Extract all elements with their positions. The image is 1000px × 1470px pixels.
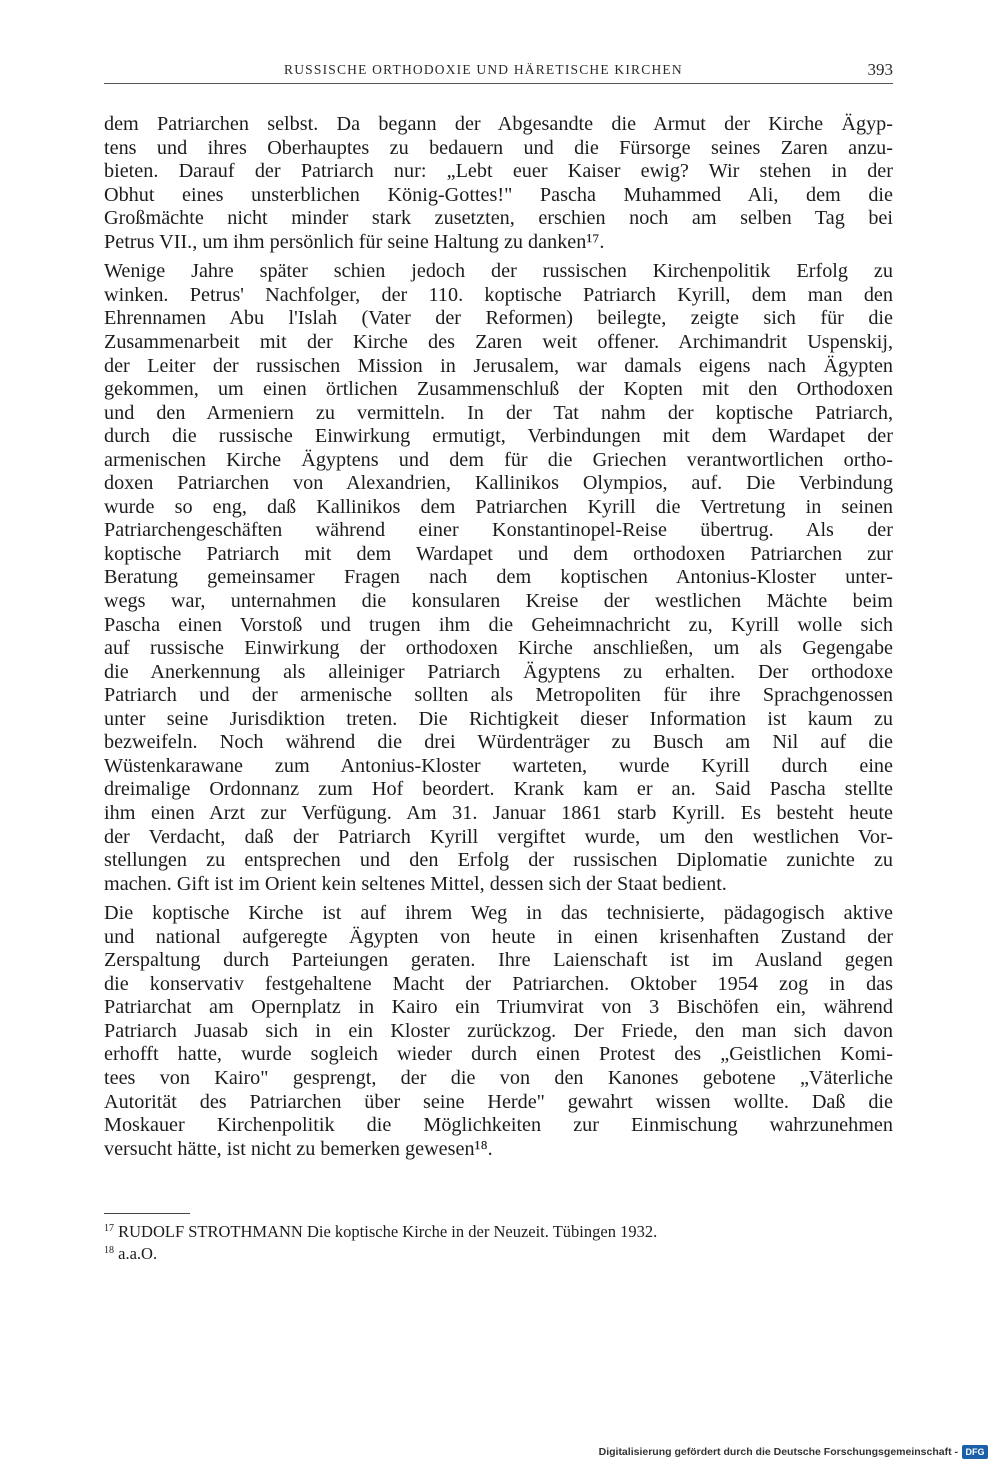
- text-line: und den Armeniern zu vermitteln. In der Tat nahm der koptische Patriarch,: [104, 401, 893, 424]
- text-line: Zusammenarbeit mit der Kirche des Zaren weit offener. Archimandrit Uspenskij,: [104, 330, 893, 353]
- text-line: gekommen, um einen örtlichen Zusammenschluß der Kopten mit den Orthodoxen: [104, 378, 893, 401]
- text-line: Moskauer Kirchenpolitik die Möglichkeiten zur Einmischung wahrzunehmen: [104, 1114, 893, 1137]
- text-line: erhofft hatte, wurde sogleich wieder durch einen Protest des „Geistlichen Komi-: [104, 1043, 893, 1066]
- text-line: ihm einen Arzt zur Verfügung. Am 31. Januar 1861 starb Kyrill. Es besteht heute: [104, 801, 893, 824]
- text-line: Ehrennamen Abu l'Islah (Vater der Reformen) beilegte, zeigte sich für die: [104, 307, 893, 330]
- text-line: Wüstenkarawane zum Antonius-Kloster warteten, wurde Kyrill durch eine: [104, 754, 893, 777]
- text-line: und national aufgeregte Ägypten von heute in einen krisenhaften Zustand der: [104, 925, 893, 948]
- text-line: der Leiter der russischen Mission in Jerusalem, war damals eigens nach Ägypten: [104, 354, 893, 377]
- text-line: durch die russische Einwirkung ermutigt, Verbindungen mit dem Wardapet der: [104, 425, 893, 448]
- text-line: Wenige Jahre später schien jedoch der russischen Kirchenpolitik Erfolg zu: [104, 260, 893, 283]
- footnote-marker: 18: [104, 1245, 114, 1256]
- dfg-footer: [599, 1443, 988, 1461]
- text-line: bieten. Darauf der Patriarch nur: „Lebt euer Kaiser ewig? Wir stehen in der: [104, 160, 893, 183]
- text-line: auf russische Einwirkung der orthodoxen Kirche anschließen, um als Gegengabe: [104, 637, 893, 660]
- text-line: Patriarchengeschäften während einer Konstantinopel-Reise übertrug. Als der: [104, 519, 893, 542]
- running-head: [104, 62, 893, 84]
- running-head-title: RUSSISCHE ORTHODOXIE UND HÄRETISCHE KIRCHEN: [284, 62, 683, 77]
- text-line: winken. Petrus' Nachfolger, der 110. koptische Patriarch Kyrill, dem man den: [104, 283, 893, 306]
- footnote-text: a.a.O.: [118, 1244, 158, 1263]
- text-line: stellungen zu entsprechen und den Erfolg der russischen Diplomatie zunichte zu: [104, 849, 893, 872]
- text-line: Patriarch Juasab sich in ein Kloster zurückzog. Der Friede, den man sich davon: [104, 1019, 893, 1042]
- footnote-text: RUDOLF STROTHMANN Die koptische Kirche in der Neuzeit. Tübingen 1932.: [118, 1222, 658, 1241]
- text-line: die Anerkennung als alleiniger Patriarch Ägyptens zu erhalten. Der orthodoxe: [104, 660, 893, 683]
- text-line: doxen Patriarchen von Alexandrien, Kallinikos Olympios, auf. Die Verbindung: [104, 472, 893, 495]
- text-line: Patriarchat am Opernplatz in Kairo ein Triumvirat von 3 Bischöfen ein, während: [104, 996, 893, 1019]
- text-line: armenischen Kirche Ägyptens und dem für die Griechen verantwortlichen ortho-: [104, 448, 893, 471]
- text-line: Pascha einen Vorstoß und trugen ihm die Geheimnachricht zu, Kyrill wolle sich: [104, 613, 893, 636]
- page-number: 393: [867, 60, 893, 79]
- text-line: Die koptische Kirche ist auf ihrem Weg in das technisierte, pädagogisch aktive: [104, 902, 893, 925]
- text-line: dreimalige Ordonnanz zum Hof beordert. Krank kam er an. Said Pascha stellte: [104, 778, 893, 801]
- text-line: unter seine Jurisdiktion treten. Die Richtigkeit dieser Information ist kaum zu: [104, 707, 893, 730]
- text-line: wegs war, unternahmen die konsularen Kreise der westlichen Mächte beim: [104, 590, 893, 612]
- footnote-marker: 17: [104, 1223, 114, 1234]
- text-line: bezweifeln. Noch während die drei Würdenträger zu Busch am Nil auf die: [104, 731, 893, 754]
- text-line: machen. Gift ist im Orient kein seltenes Mittel, dessen sich der Staat bedient.: [104, 872, 727, 895]
- text-line: Petrus VII., um ihm persönlich für seine Haltung zu danken¹⁷.: [104, 230, 605, 253]
- footnote-17: [104, 1222, 657, 1242]
- text-line: tees von Kairo" gesprengt, der die von den Kanones gebotene „Väterliche: [104, 1067, 893, 1089]
- dfg-credit-text: Digitalisierung gefördert durch die Deutsche Forschungsgemeinschaft -: [598, 1446, 958, 1458]
- text-line: Großmächte nicht minder stark zusetzten, erschien noch am selben Tag bei: [104, 207, 893, 230]
- text-line: Zerspaltung durch Parteiungen geraten. Ihre Laienschaft ist im Ausland gegen: [104, 949, 893, 972]
- text-line: wurde so eng, daß Kallinikos dem Patriarchen Kyrill die Vertretung in seinen: [104, 495, 893, 518]
- text-line: der Verdacht, daß der Patriarch Kyrill vergiftet wurde, um den westlichen Vor-: [104, 825, 893, 848]
- text-line: koptische Patriarch mit dem Wardapet und dem orthodoxen Patriarchen zur: [104, 542, 893, 565]
- text-line: Beratung gemeinsamer Fragen nach dem koptischen Antonius-Kloster unter-: [104, 566, 893, 589]
- text-line: versucht hätte, ist nicht zu bemerken gewesen¹⁸.: [104, 1137, 493, 1160]
- footnote-18: [104, 1244, 157, 1264]
- text-line: Patriarch und der armenische sollten als Metropoliten für ihre Sprachgenossen: [104, 684, 893, 707]
- text-line: die konservativ festgehaltene Macht der Patriarchen. Oktober 1954 zog in das: [104, 972, 893, 995]
- header-rule: [104, 83, 893, 84]
- text-line: Autorität des Patriarchen über seine Herde" gewahrt wissen wollte. Daß die: [104, 1090, 893, 1113]
- text-line: dem Patriarchen selbst. Da begann der Abgesandte die Armut der Kirche Ägyp-: [104, 113, 893, 135]
- footnote-rule: [104, 1213, 190, 1214]
- text-line: Obhut eines unsterblichen König-Gottes!" Pascha Muhammed Ali, dem die: [104, 183, 893, 206]
- dfg-logo: DFG: [962, 1445, 988, 1459]
- text-line: tens und ihres Oberhauptes zu bedauern und die Fürsorge seines Zaren anzu-: [104, 136, 893, 159]
